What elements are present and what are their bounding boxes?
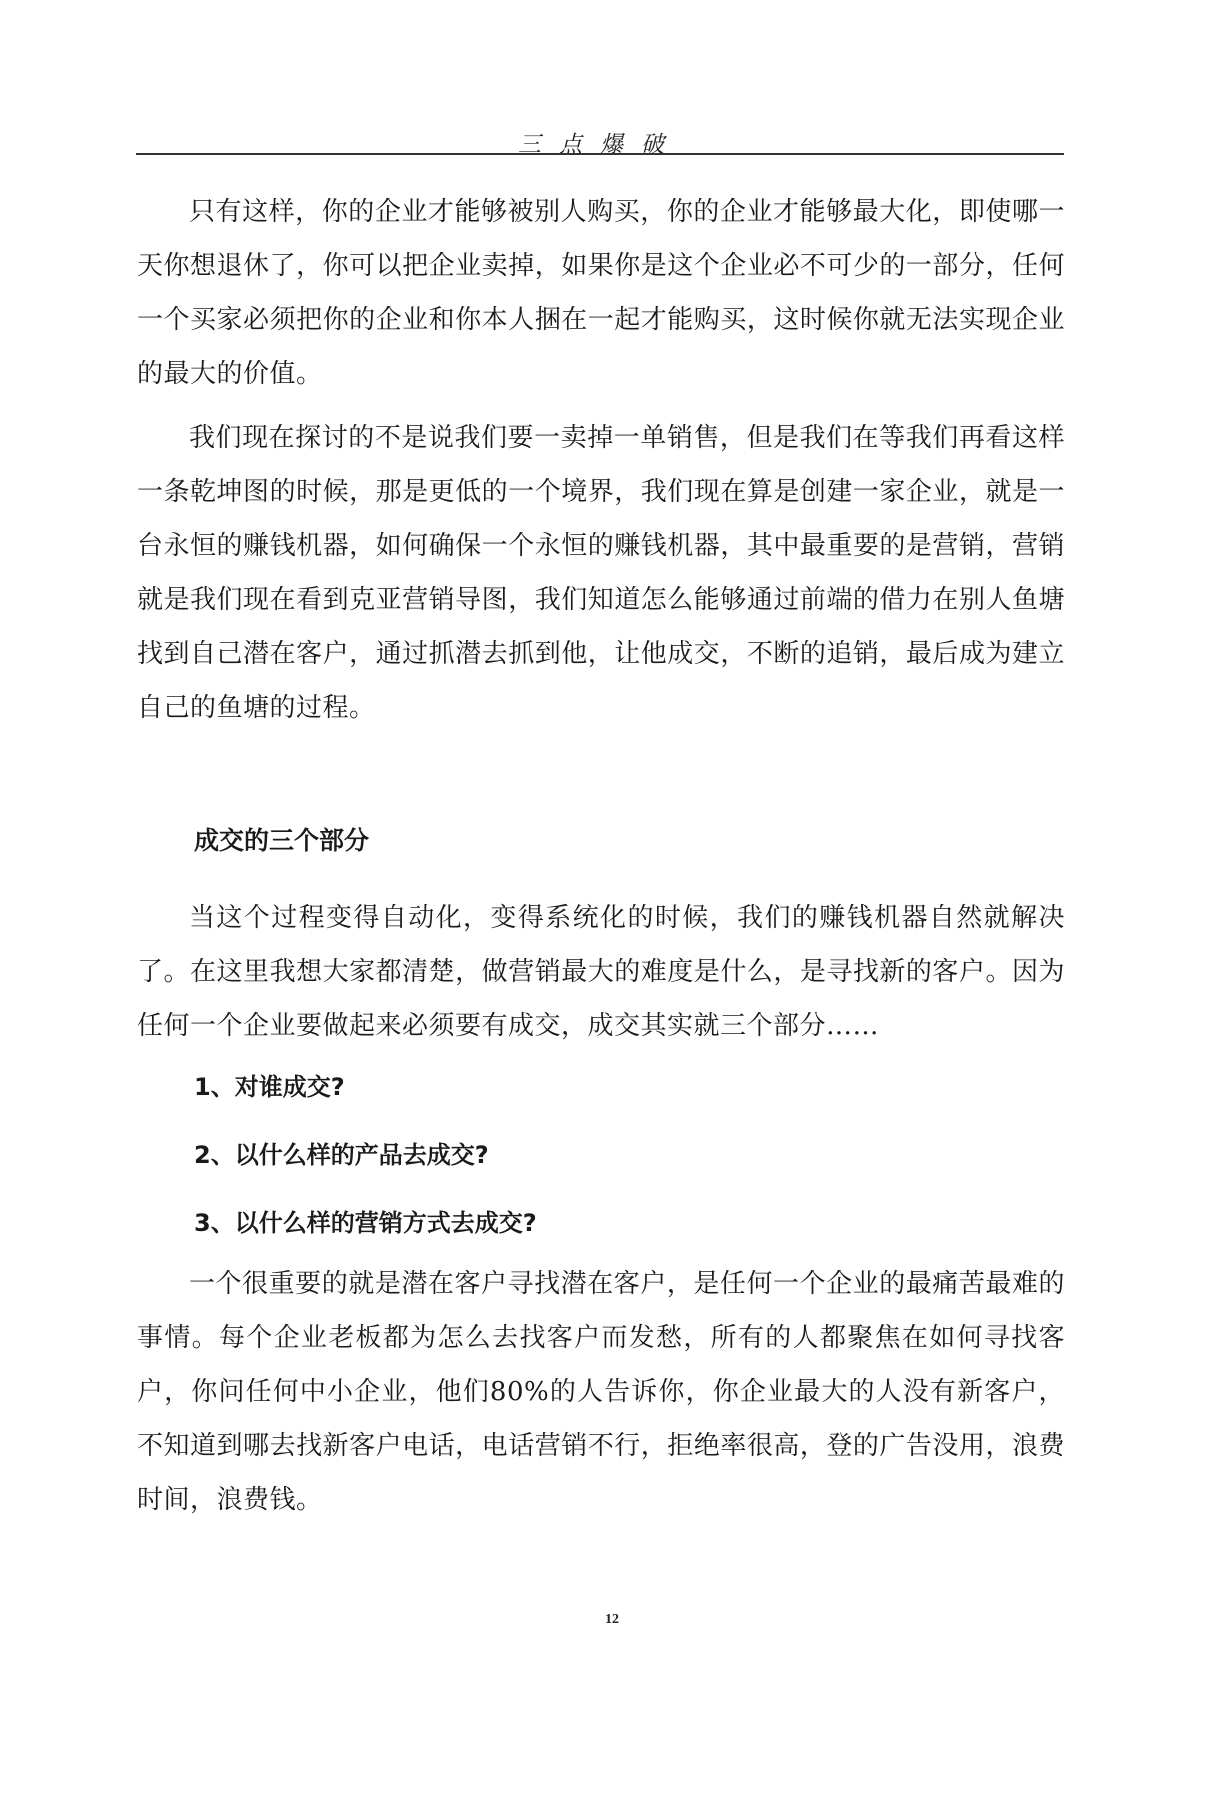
- page-number: 12: [605, 1612, 619, 1627]
- section-intro-paragraph: 当这个过程变得自动化，变得系统化的时候，我们的赚钱机器自然就解决了。在这里我想大家都清楚，做营销最大的难度是什么，是寻找新的客户。因为任何一个企业要做起来必须要有成交，成交其实就三个部分……: [137, 903, 1065, 1041]
- closing-paragraph: 一个很重要的就是潜在客户寻找潜在客户，是任何一个企业的最痛苦最难的事情。每个企业老板都为怎么去找客户而发愁，所有的人都聚焦在如何寻找客户，你问任何中小企业，他们80%的人告诉你，你企业最大的人没有新客户，不知道到哪去找新客户电话，电话营销不行，拒绝率很高，登的广告没用，浪费时间，浪费钱。: [137, 1269, 1065, 1515]
- heading-spacer: [137, 861, 1065, 891]
- page-body: [137, 185, 1065, 1527]
- section-spacer: [137, 735, 1065, 821]
- paragraph-spacer: [137, 401, 1065, 411]
- header-rule: [136, 153, 1064, 155]
- section-heading: 成交的三个部分: [194, 826, 370, 855]
- numbered-list: [137, 1053, 1065, 1257]
- list-item: 3、以什么样的营销方式去成交?: [194, 1209, 537, 1237]
- body-paragraph: 只有这样，你的企业才能够被别人购买，你的企业才能够最大化，即使哪一天你想退休了，你可以把企业卖掉，如果你是这个企业必不可少的一部分，任何一个买家必须把你的企业和你本人捆在一起才能购买，这时候你就无法实现企业的最大的价值。: [137, 197, 1065, 389]
- running-header: 三点爆破: [518, 132, 682, 158]
- body-paragraph: 我们现在探讨的不是说我们要一卖掉一单销售，但是我们在等我们再看这样一条乾坤图的时候，那是更低的一个境界，我们现在算是创建一家企业，就是一台永恒的赚钱机器，如何确保一个永恒的赚钱机器，其中最重要的是营销，营销就是我们现在看到克亚营销导图，我们知道怎么能够通过前端的借力在别人鱼塘找到自己潜在客户，通过抓潜去抓到他，让他成交，不断的追销，最后成为建立自己的鱼塘的过程。: [137, 423, 1065, 723]
- list-item: 2、以什么样的产品去成交?: [194, 1141, 489, 1169]
- list-item: 1、对谁成交?: [194, 1073, 345, 1101]
